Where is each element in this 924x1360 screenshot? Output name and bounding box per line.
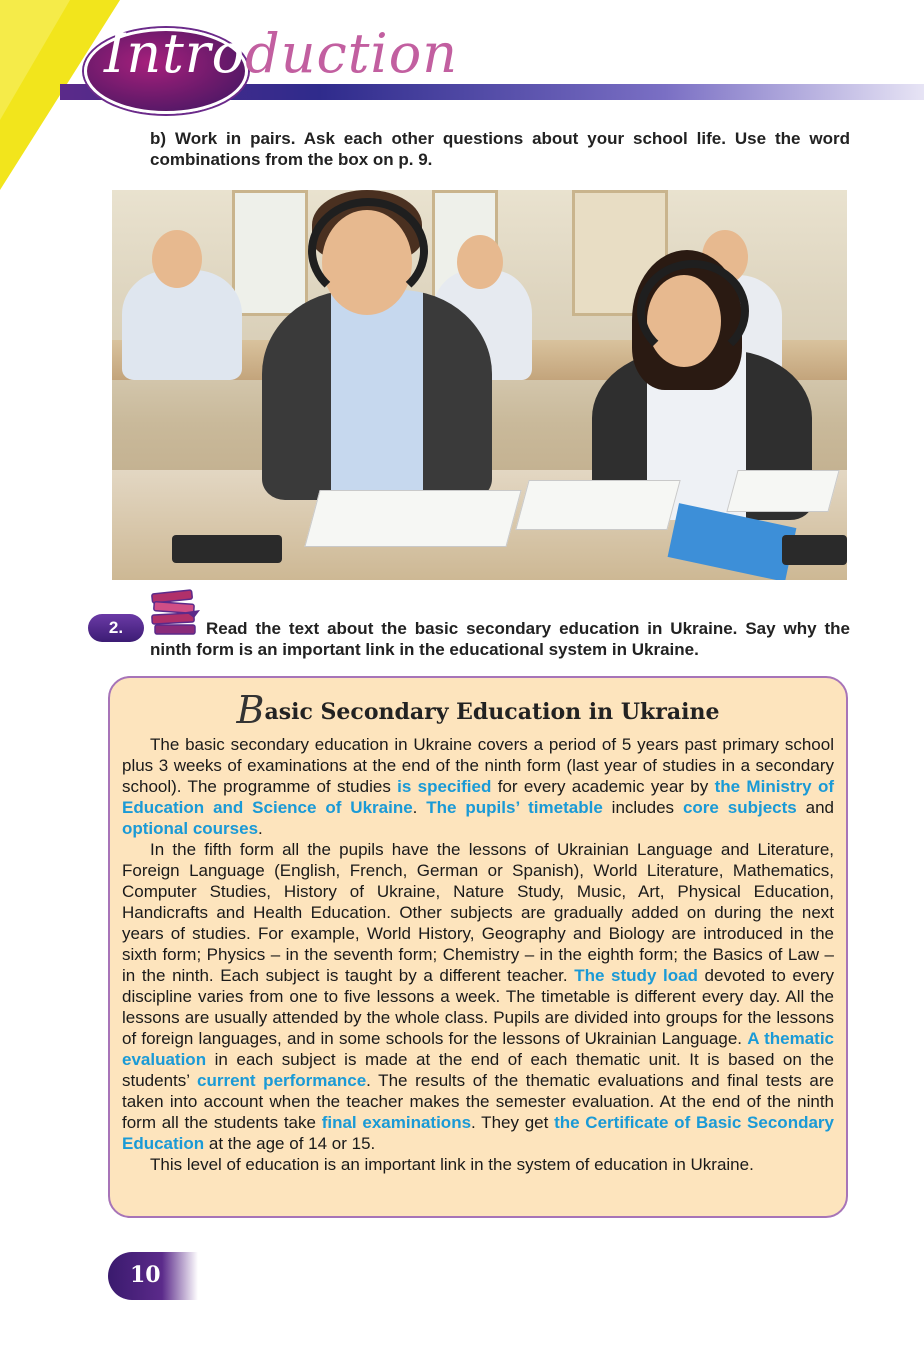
photo-head [152, 230, 202, 288]
classroom-photo [112, 190, 847, 580]
photo-window [232, 190, 308, 316]
text-run: . [258, 819, 263, 838]
text-run: includes [602, 798, 683, 817]
text-run: The basic secondary education in Ukraine covers a period of 5 years past primary school plus 3 weeks of examinations at the end of the ninth form (last year of studies in a secondary school). The programme of studies [122, 735, 834, 796]
key-term: A thematic evaluation [122, 1029, 834, 1069]
photo-notebook [515, 480, 680, 530]
exercise-number-badge: 2. [88, 614, 144, 642]
section-title-end: duction [245, 22, 458, 85]
key-term: core subjects [682, 798, 797, 817]
reading-paragraph-3: This level of education is an important link in the system of education in Ukraine. [150, 1155, 754, 1174]
reading-title [122, 686, 834, 734]
photo-audio-device [172, 535, 282, 563]
key-term: current performance [197, 1071, 367, 1090]
key-term: The study load [574, 966, 698, 985]
key-term: optional courses [122, 819, 259, 838]
text-run: and [796, 798, 834, 817]
text-run: devoted to every discipline varies from one to five lessons a week. The timetable is different every day. All the lessons are usually attended by the whole class. Pupils are divided into groups for the lessons of foreign languages, and in some schools for the lessons of Ukrainian Language. [122, 966, 834, 1048]
exercise-instruction [150, 618, 850, 660]
photo-head [457, 235, 503, 289]
photo-boy [262, 290, 492, 500]
page-number-tab [108, 1252, 198, 1300]
exercise-instruction-text: Read the text about the basic secondary education in Ukraine. Say why the ninth form is an important link in the educational system in Ukraine. [150, 619, 850, 659]
text-run: . The results of the thematic evaluations and final tests are taken into account when the teacher makes the semester evaluation. At the end of the ninth form all the students take [122, 1071, 834, 1132]
photo-notebook [726, 470, 839, 512]
header-corner-highlight [0, 0, 70, 120]
reading-paragraph-1 [122, 734, 834, 839]
text-run: In the fifth form all the pupils have the lessons of Ukrainian Language and Literature, Foreign Language (English, French, German or Spanish), World Literature, Mathematics, Computer Studies, History of Ukraine, Nature Study, Music, Art, Physical Education, Handicrafts and Health Education. Other subjects are gradually added on during the next years of studies. For example, World History, Geography and Biology are introduced in the sixth form; Physics – in the seventh form; Chemistry – in the eighth form; the Basics of Law – in the ninth. Each subject is taught by a different teacher. [122, 840, 834, 985]
section-title [104, 22, 458, 85]
reading-title-rest: asic Secondary Education in Ukraine [264, 699, 720, 725]
reading-title-initial: B [236, 688, 265, 732]
key-term: final examinations [321, 1113, 472, 1132]
instruction-b: b) Work in pairs. Ask each other questions about your school life. Use the word combinations from the box on p. 9. [150, 129, 850, 169]
section-title-start: Intro [104, 22, 246, 85]
reading-text-box [108, 676, 848, 1218]
page-number: 10 [130, 1262, 161, 1288]
text-run: in each subject is made at the end of each thematic unit. It is based on the students’ [122, 1050, 834, 1090]
key-term: The pupils’ timetable [426, 798, 603, 817]
key-term: the Ministry of Education and Science of Ukraine [122, 777, 834, 817]
photo-textbook [304, 490, 521, 547]
text-run: . [412, 798, 427, 817]
text-run: . They get [471, 1113, 555, 1132]
photo-headphones [637, 260, 749, 362]
key-term: the Certificate of Basic Secondary Education [122, 1113, 834, 1153]
photo-headphones [308, 198, 428, 304]
text-run: for every academic year by [491, 777, 715, 796]
reading-paragraph-2 [122, 839, 834, 1154]
text-run: at the age of 14 or 15. [204, 1134, 376, 1153]
key-term: is specified [397, 777, 492, 796]
photo-audio-device [782, 535, 847, 565]
